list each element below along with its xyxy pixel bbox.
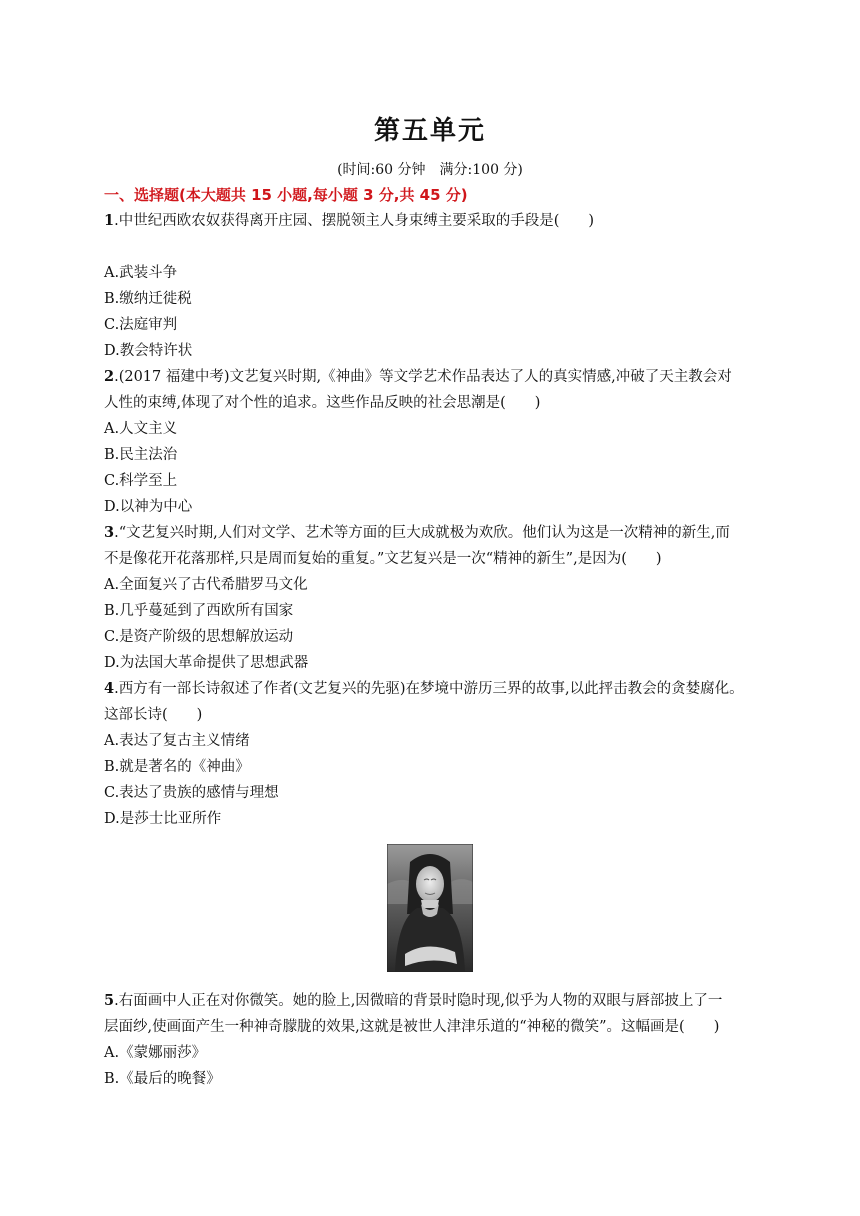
question-text: .西方有一部长诗叙述了作者(文艺复兴的先驱)在梦境中游历三界的故事,以此抨击教会的贪婪腐化。 [114,681,744,697]
question-4-stem-line2: 这部长诗( ) [104,707,203,723]
question-1-option-a: A.武装斗争 [104,265,178,281]
question-2-option-a: A.人文主义 [104,421,178,437]
question-2-option-c: C.科学至上 [104,473,178,489]
question-3-option-d: D.为法国大革命提供了思想武器 [104,655,309,671]
question-3-option-b: B.几乎蔓延到了西欧所有国家 [104,603,294,619]
question-5-option-a: A.《蒙娜丽莎》 [104,1045,207,1061]
question-1-option-b: B.缴纳迁徙税 [104,291,192,307]
question-3-option-a: A.全面复兴了古代希腊罗马文化 [104,577,308,593]
question-5-stem-line2: 层面纱,使画面产生一种神奇朦胧的效果,这就是被世人津津乐道的“神秘的微笑”。这幅画是( ) [104,1019,720,1035]
question-2-option-b: B.民主法治 [104,447,178,463]
question-4-stem-line1 [104,679,744,699]
section-heading: 一、选择题(本大题共 15 小题,每小题 3 分,共 45 分) [104,186,468,204]
question-3-stem-line2: 不是像花开花落那样,只是周而复始的重复。”文艺复兴是一次“精神的新生”,是因为( ) [104,551,662,567]
question-3-stem-line1 [104,523,730,543]
question-number: 4 [104,680,115,697]
question-3-option-c: C.是资产阶级的思想解放运动 [104,629,294,645]
question-5-stem-line1 [104,991,722,1011]
question-text: .中世纪西欧农奴获得离开庄园、摆脱领主人身束缚主要采取的手段是( ) [114,213,595,229]
question-1-stem [104,211,594,231]
question-4-option-a: A.表达了复古主义情绪 [104,733,250,749]
question-number: 3 [104,524,115,541]
page-title: 第五单元 [373,116,486,146]
mona-lisa-painting [387,844,473,972]
question-2-stem-line1 [104,367,732,387]
question-4-option-c: C.表达了贵族的感情与理想 [104,785,279,801]
question-2-option-d: D.以神为中心 [104,499,193,515]
question-number: 5 [104,992,115,1009]
question-number: 1 [104,212,115,229]
question-4-option-d: D.是莎士比亚所作 [104,811,222,827]
question-number: 2 [104,368,115,385]
question-text: .“文艺复兴时期,人们对文学、艺术等方面的巨大成就极为欢欣。他们认为这是一次精神的新生,而 [114,525,730,541]
question-5-option-b: B.《最后的晚餐》 [104,1071,221,1087]
question-4-option-b: B.就是著名的《神曲》 [104,759,250,775]
exam-time-score: (时间:60 分钟 满分:100 分) [337,162,523,178]
question-1-option-d: D.教会特许状 [104,343,193,359]
question-text: .(2017 福建中考)文艺复兴时期,《神曲》等文学艺术作品表达了人的真实情感,冲破了天主教会对 [114,369,732,385]
question-1-option-c: C.法庭审判 [104,317,178,333]
question-text: .右面画中人正在对你微笑。她的脸上,因微暗的背景时隐时现,似乎为人物的双眼与唇部披上了一 [114,993,723,1009]
question-2-stem-line2: 人性的束缚,体现了对个性的追求。这些作品反映的社会思潮是( ) [104,395,541,411]
